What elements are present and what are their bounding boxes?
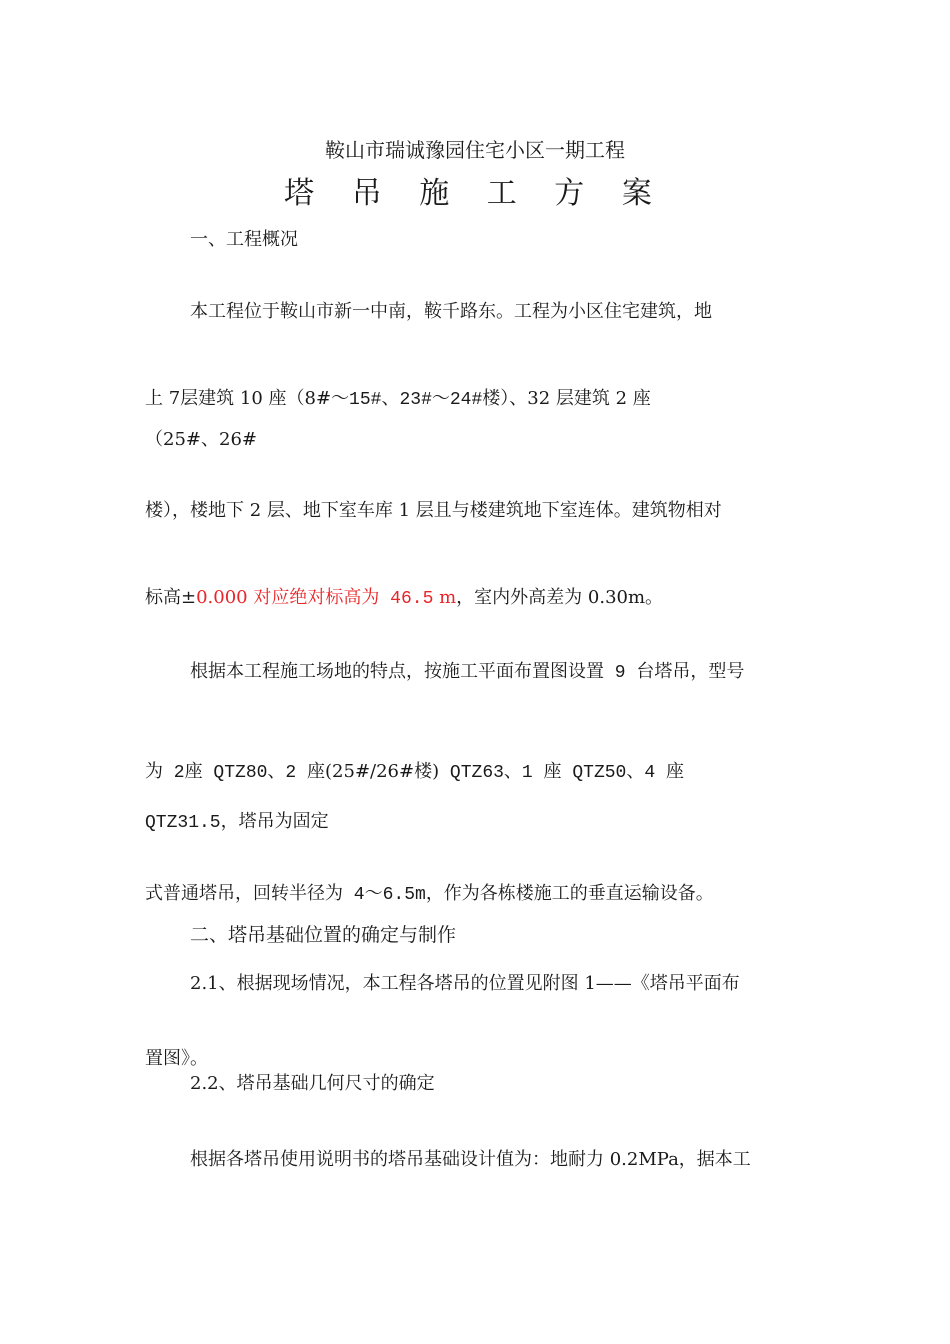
section-heading-overview: 一、工程概况 (190, 229, 298, 250)
paragraph-line: 本工程位于鞍山市新一中南，鞍千路东。工程为小区住宅建筑，地 (190, 301, 712, 322)
text-run: 根据本工程施工场地的特点，按施工平面布置图设置 (190, 661, 604, 682)
subsection-heading: 2.2、塔吊基础几何尺寸的确定 (190, 1073, 435, 1094)
text-run: 楼）、32 层建筑 2 座 (482, 388, 651, 409)
paragraph-line (145, 586, 663, 611)
paragraph-line: 2.1、根据现场情况，本工程各塔吊的位置见附图 1——《塔吊平面布 (190, 973, 740, 994)
document-title: 塔 吊 施 工 方 案 (284, 176, 666, 211)
paragraph-line: 根据各塔吊使用说明书的塔吊基础设计值为：地耐力 0.2MPa，据本工 (190, 1149, 751, 1170)
elevation-unit: m (433, 587, 457, 608)
text-run: 上 7层建筑 10 座（8# (145, 388, 332, 409)
text-run: QTZ31.5 (145, 813, 221, 833)
text-run: ，室内外高差为 0.30m。 (456, 587, 664, 608)
text-run: 为 (145, 761, 163, 782)
text-run: 座(25#/26#楼) (307, 761, 440, 782)
elevation-highlight: 0.000 对应绝对标高为 (196, 587, 380, 608)
paragraph-line: 置图》。 (145, 1048, 208, 1069)
text-run: 座 (543, 761, 562, 782)
text-run: 座 (184, 761, 203, 782)
paragraph-line (145, 387, 651, 412)
paragraph-line (145, 882, 714, 907)
text-run: 台塔吊，型号 (636, 661, 745, 682)
text-run: QTZ63、1 (439, 763, 544, 783)
paragraph-line (145, 810, 329, 835)
project-subtitle: 鞍山市瑞诚豫园住宅小区一期工程 (325, 138, 625, 162)
text-run: QTZ80、2 (202, 763, 308, 783)
section-heading-foundation: 二、塔吊基础位置的确定与制作 (190, 924, 457, 946)
text-run: ，作为各栋楼施工的垂直运输设备。 (425, 883, 714, 904)
text-run: ，塔吊为固定 (220, 811, 329, 832)
text-run: 4～6.5m (343, 885, 426, 905)
text-run: 2 (163, 763, 185, 783)
text-run: 9 (604, 663, 637, 683)
text-run: ± (181, 587, 197, 608)
paragraph-line: （25#、26# (145, 429, 257, 450)
text-run: 座 (665, 761, 684, 782)
text-run: ～15#、23#～24# (331, 390, 483, 410)
paragraph-line (145, 760, 684, 785)
text-run: 标高 (145, 587, 181, 608)
paragraph-line: 楼），楼地下 2 层、地下室车库 1 层且与楼建筑地下室连体。建筑物相对 (145, 500, 722, 521)
text-run: QTZ50、4 (561, 763, 666, 783)
text-run: 式普通塔吊，回转半径为 (145, 883, 343, 904)
paragraph-line (190, 660, 744, 685)
elevation-value: 46.5 (379, 589, 434, 609)
